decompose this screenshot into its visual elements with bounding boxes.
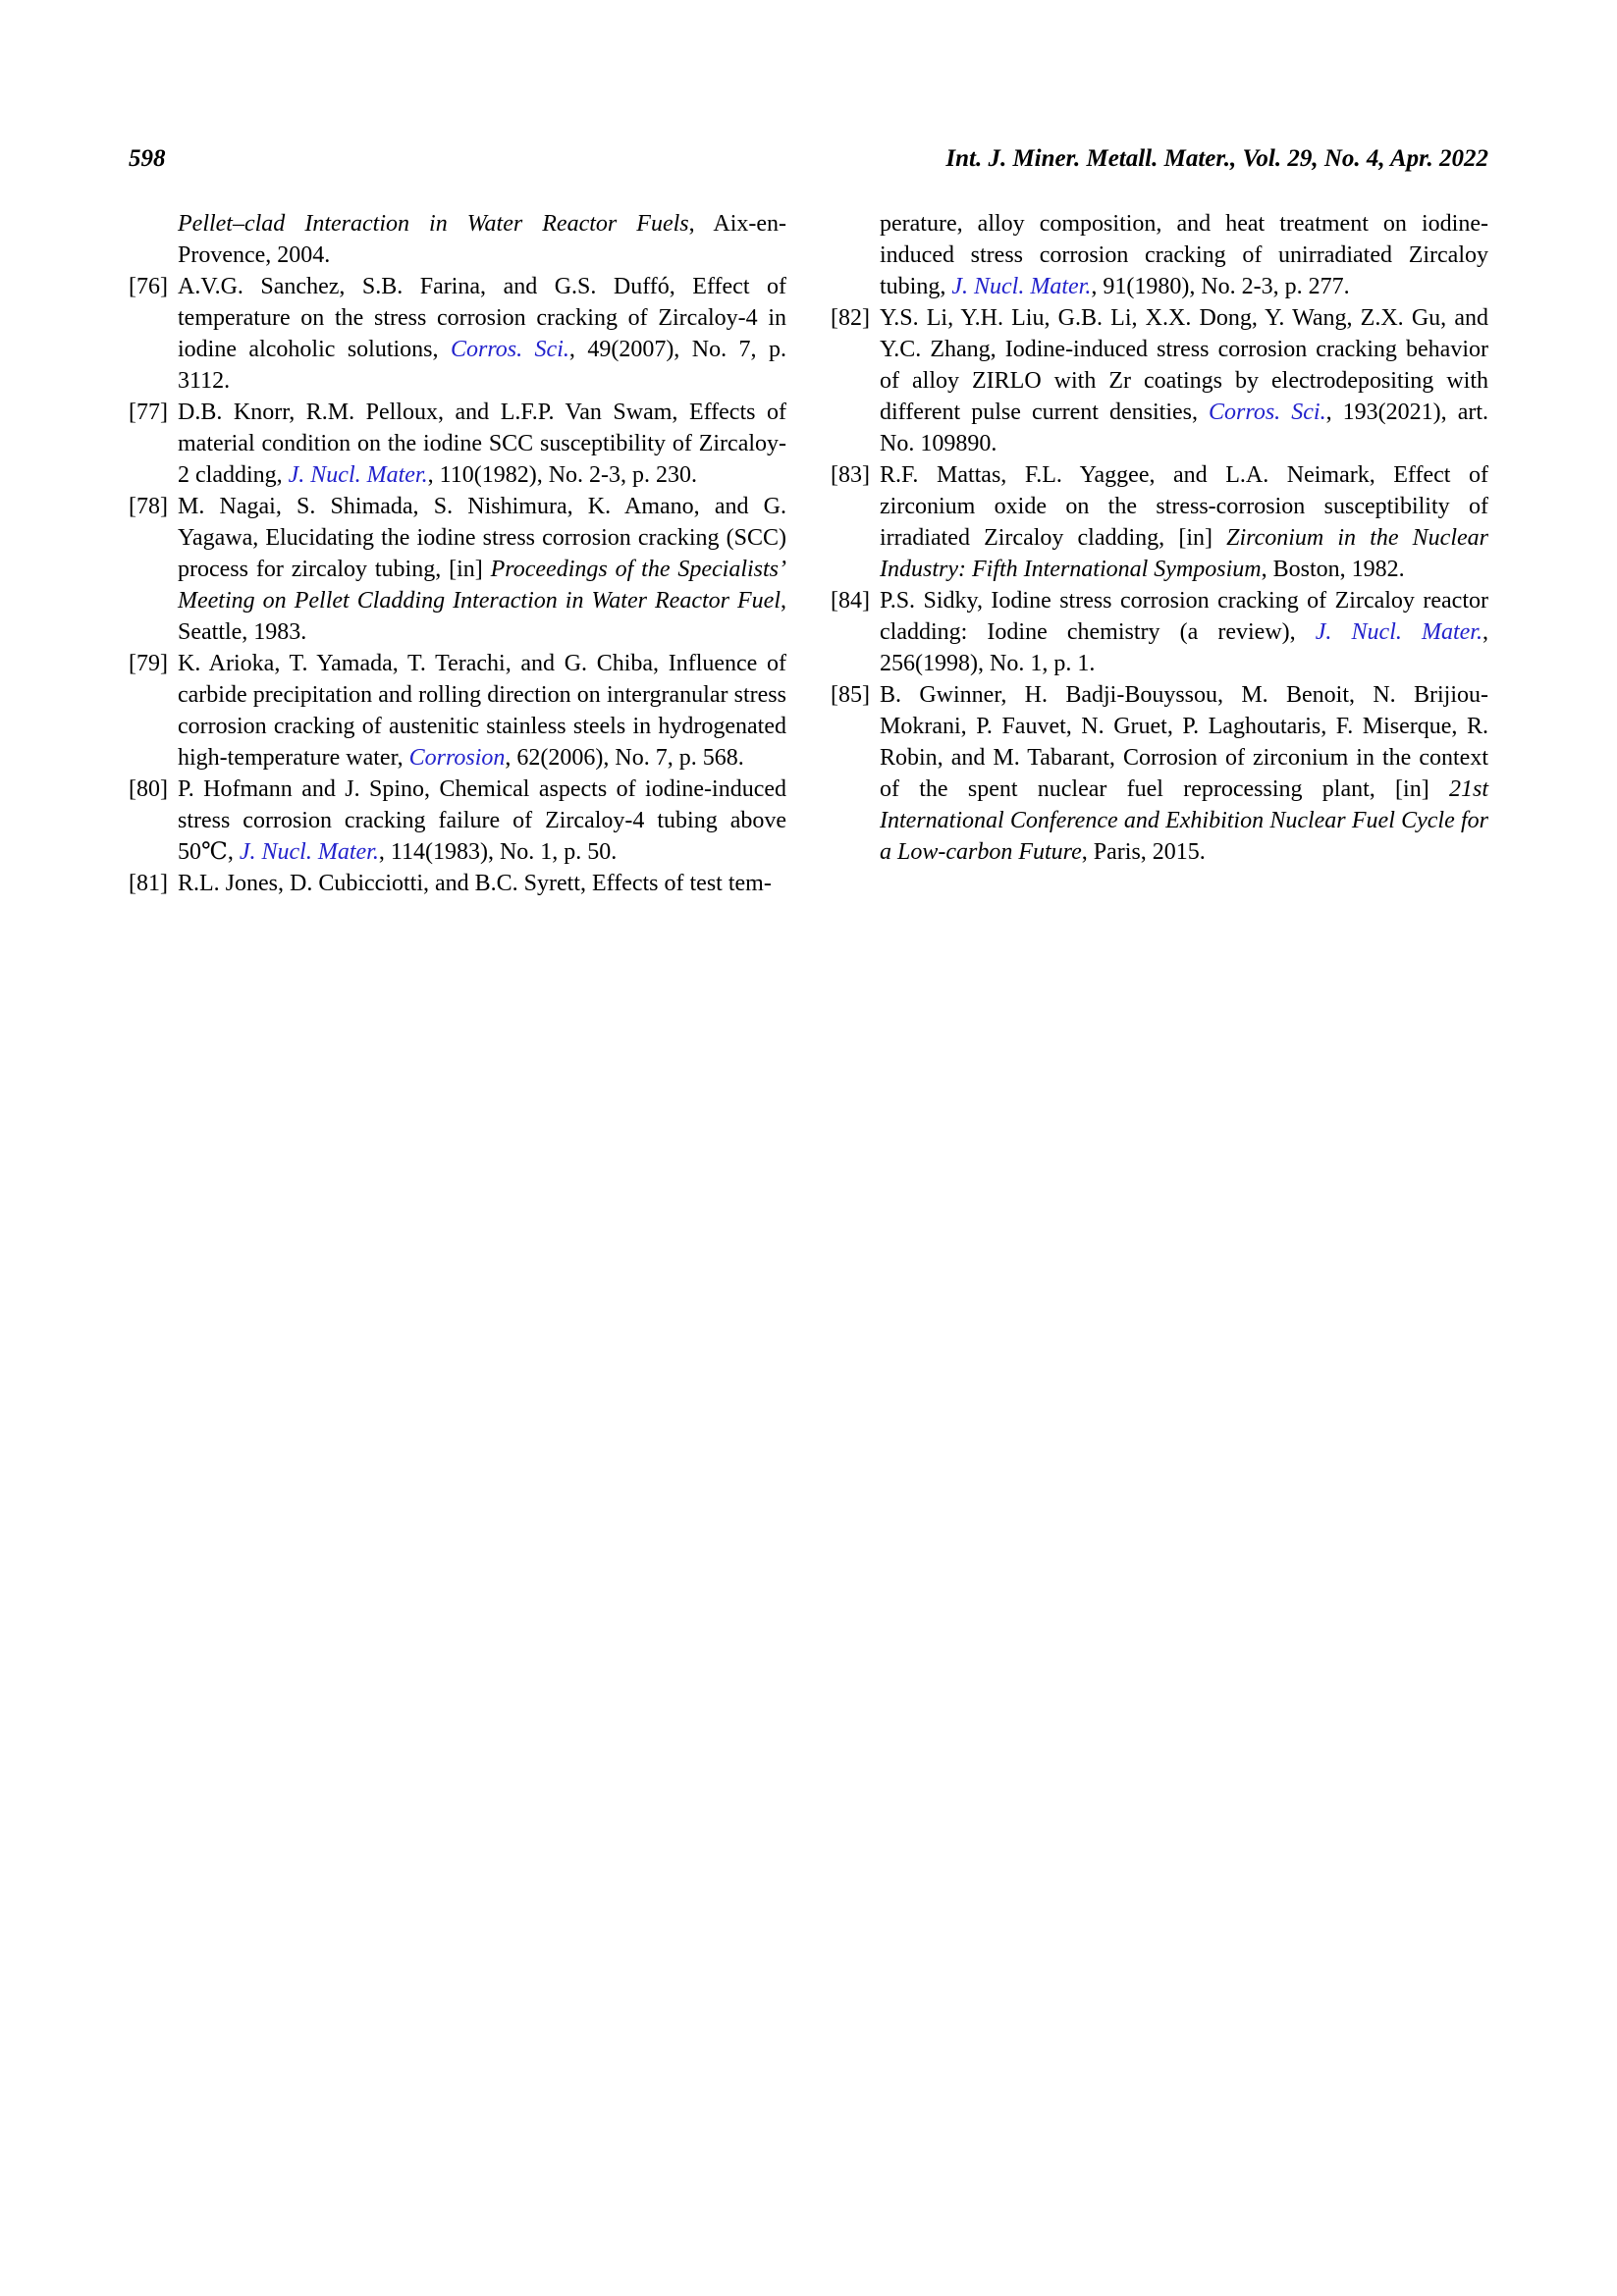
reference-label: [79] xyxy=(129,651,168,676)
reference-text: K. Arioka, T. Yamada, T. Terachi, and G. Chiba, Influence of carbide precipitation and rolling direction on intergranular stress corrosion cracking of austenitic stainless steels in hydrogenated high-temperature water, xyxy=(178,651,786,771)
reference-continuation xyxy=(831,208,1488,302)
reference-text: B. Gwinner, H. Badji-Bouyssou, M. Benoit, N. Brijiou-Mokrani, P. Fauvet, N. Gruet, P. Laghoutaris, F. Miserque, R. Robin, and M. Tabarant, Corrosion of zirconium in the context of the spent nuclear fuel reprocessing plant, [in] xyxy=(880,682,1488,802)
reference-text: , Seattle, 1983. xyxy=(178,588,786,645)
journal-name-link[interactable]: J. Nucl. Mater. xyxy=(951,274,1092,299)
reference-text: A.V.G. Sanchez, S.B. Farina, and G.S. Duffó, Effect of temperature on the stress corrosion cracking of Zircaloy-4 in iodine alcoholic solutions, xyxy=(178,274,786,362)
reference-label: [85] xyxy=(831,682,870,708)
reference-label: [78] xyxy=(129,494,168,519)
journal-name-link[interactable]: Corrosion xyxy=(408,745,506,771)
reference-text: , 91(1980), No. 2-3, p. 277. xyxy=(1091,274,1350,299)
reference-text: , 256(1998), No. 1, p. 1. xyxy=(880,619,1488,676)
reference-item xyxy=(129,774,786,868)
reference-text: , Paris, 2015. xyxy=(1081,839,1206,865)
reference-label: [83] xyxy=(831,462,870,488)
reference-text: , 114(1983), No. 1, p. 50. xyxy=(378,839,618,865)
reference-label: [84] xyxy=(831,588,870,614)
proceedings-title: Proceedings of the Specialists’ Meeting on Pellet Cladding Interaction in Water Reactor Fuel xyxy=(178,557,786,614)
journal-name-link[interactable]: Corros. Sci. xyxy=(1209,400,1326,425)
reference-text: R.F. Mattas, F.L. Yaggee, and L.A. Neimark, Effect of zirconium oxide on the stress-corrosion susceptibility of irradiated Zircaloy cladding, [in] xyxy=(880,462,1488,551)
running-head-journal-title: Int. J. Miner. Metall. Mater., Vol. 29, No. 4, Apr. 2022 xyxy=(945,145,1488,172)
reference-item xyxy=(129,397,786,491)
reference-label: [77] xyxy=(129,400,168,425)
reference-item xyxy=(831,585,1488,679)
reference-label: [81] xyxy=(129,871,168,896)
references-column-left xyxy=(129,208,786,899)
reference-label: [76] xyxy=(129,274,168,299)
reference-continuation xyxy=(129,208,786,271)
reference-text: , 49(2007), No. 7, p. 3112. xyxy=(178,337,786,394)
reference-text: , Aix-en-Provence, 2004. xyxy=(178,211,787,268)
reference-text: , 193(2021), art. No. 109890. xyxy=(880,400,1488,456)
reference-text: R.L. Jones, D. Cubicciotti, and B.C. Syrett, Effects of test tem- xyxy=(178,871,772,896)
reference-text: , Boston, 1982. xyxy=(1261,557,1405,582)
reference-text: D.B. Knorr, R.M. Pelloux, and L.F.P. Van Swam, Effects of material condition on the iodine SCC susceptibility of Zircaloy-2 cladding, xyxy=(178,400,786,488)
page-number: 598 xyxy=(129,145,166,172)
reference-text: , 62(2006), No. 7, p. 568. xyxy=(505,745,744,771)
reference-item xyxy=(831,679,1488,868)
journal-name-link[interactable]: Corros. Sci. xyxy=(450,337,569,362)
journal-name-link[interactable]: J. Nucl. Mater. xyxy=(1315,619,1482,645)
proceedings-title: Zirconium in the Nuclear Industry: Fifth International Symposium xyxy=(880,525,1488,582)
reference-item xyxy=(831,459,1488,585)
reference-item xyxy=(129,491,786,648)
journal-name-link[interactable]: J. Nucl. Mater. xyxy=(239,839,379,865)
references-section xyxy=(129,208,1488,899)
reference-text: P.S. Sidky, Iodine stress corrosion cracking of Zircaloy reactor cladding: Iodine chemistry (a review), xyxy=(880,588,1488,645)
reference-text: Y.S. Li, Y.H. Liu, G.B. Li, X.X. Dong, Y. Wang, Z.X. Gu, and Y.C. Zhang, Iodine-induced stress corrosion cracking behavior of alloy ZIRLO with Zr coatings by electrodepositing with different pulse current densities, xyxy=(880,305,1488,425)
reference-text: P. Hofmann and J. Spino, Chemical aspects of iodine-induced stress corrosion cracking failure of Zircaloy-4 tubing above 50℃, xyxy=(178,776,786,865)
reference-item xyxy=(831,302,1488,459)
reference-label: [80] xyxy=(129,776,168,802)
reference-label: [82] xyxy=(831,305,870,331)
reference-item xyxy=(129,868,786,899)
reference-item xyxy=(129,271,786,397)
reference-item xyxy=(129,648,786,774)
reference-text: perature, alloy composition, and heat treatment on iodine-induced stress corrosion cracking of unirradiated Zircaloy tubing, xyxy=(880,211,1488,299)
proceedings-title: Pellet–clad Interaction in Water Reactor Fuels xyxy=(178,211,689,237)
journal-name-link[interactable]: J. Nucl. Mater. xyxy=(288,462,428,488)
proceedings-title: 21st International Conference and Exhibition Nuclear Fuel Cycle for a Low-carbon Future xyxy=(880,776,1488,865)
reference-text: M. Nagai, S. Shimada, S. Nishimura, K. Amano, and G. Yagawa, Elucidating the iodine stress corrosion cracking (SCC) process for zircaloy tubing, [in] xyxy=(178,494,786,582)
references-column-right xyxy=(831,208,1488,899)
page-header xyxy=(129,145,1488,173)
reference-text: , 110(1982), No. 2-3, p. 230. xyxy=(427,462,698,488)
